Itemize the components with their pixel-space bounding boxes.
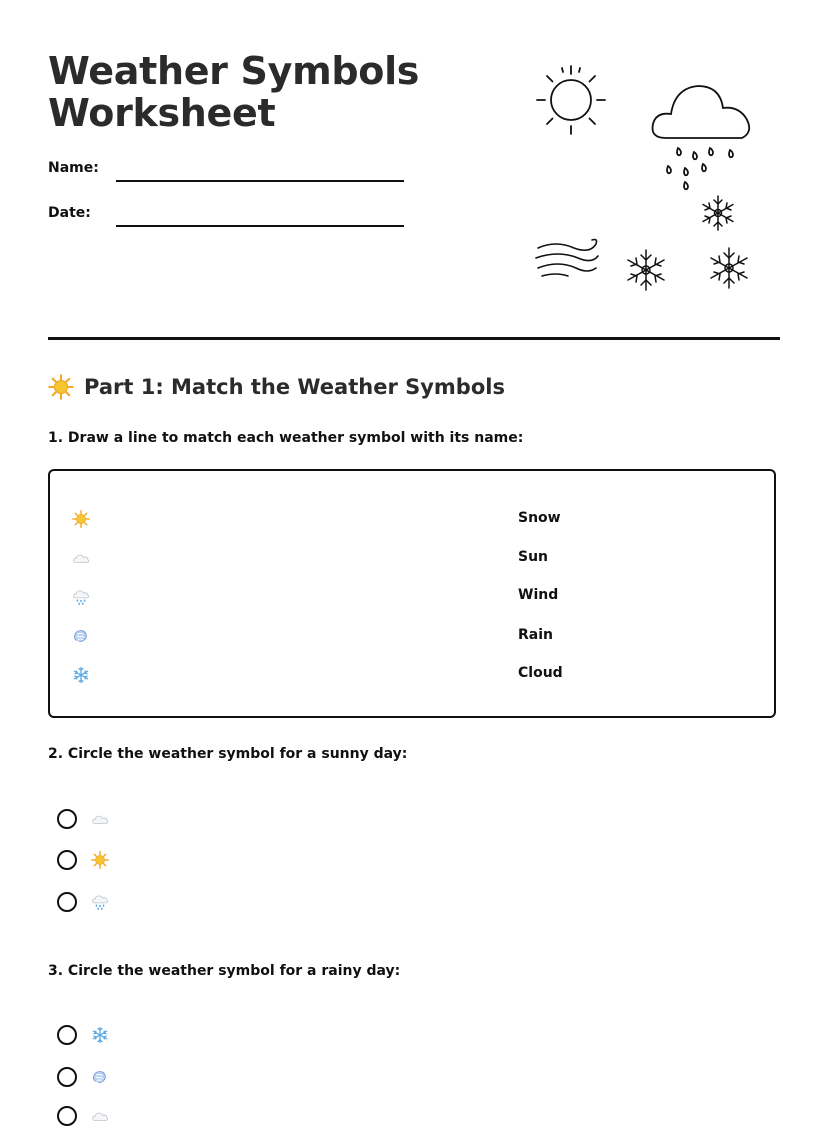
match-name-cloud[interactable]: Cloud	[518, 665, 563, 681]
q3-option-cloud[interactable]	[57, 1104, 109, 1128]
name-field[interactable]	[116, 180, 404, 182]
wind-icon	[91, 1068, 109, 1086]
sun-icon	[48, 374, 74, 400]
q2-option-sun[interactable]	[57, 848, 109, 872]
radio-circle[interactable]	[57, 1106, 77, 1126]
snowflake-icon	[91, 1026, 109, 1044]
cloud-icon	[91, 810, 109, 828]
part1-heading	[48, 374, 505, 400]
cloud-rain-icon[interactable]	[72, 588, 90, 606]
q3-option-snow[interactable]	[57, 1023, 109, 1047]
radio-circle[interactable]	[57, 850, 77, 870]
section-divider	[48, 337, 780, 340]
snowflake-icon	[703, 196, 733, 230]
sun-icon	[91, 851, 109, 869]
match-name-snow[interactable]: Snow	[518, 510, 561, 526]
sun-icon	[537, 66, 605, 134]
part1-title: Part 1: Match the Weather Symbols	[84, 375, 505, 399]
page-title: Weather Symbols Worksheet	[48, 49, 420, 135]
snowflake-icon[interactable]	[72, 666, 90, 684]
question-1: 1. Draw a line to match each weather symbol with its name:	[48, 430, 524, 446]
q3-option-wind[interactable]	[57, 1065, 109, 1089]
match-name-wind[interactable]: Wind	[518, 587, 559, 603]
radio-circle[interactable]	[57, 809, 77, 829]
date-field[interactable]	[116, 225, 404, 227]
cloud-rain-icon	[91, 893, 109, 911]
cloud-icon	[91, 1107, 109, 1125]
radio-circle[interactable]	[57, 1067, 77, 1087]
q2-option-cloud[interactable]	[57, 807, 109, 831]
sun-icon[interactable]	[72, 510, 90, 528]
match-name-sun[interactable]: Sun	[518, 549, 549, 565]
cloud-icon[interactable]	[72, 549, 90, 567]
weather-illustration	[532, 62, 762, 302]
q2-option-rain[interactable]	[57, 890, 109, 914]
snowflake-icon	[628, 250, 664, 290]
radio-circle[interactable]	[57, 892, 77, 912]
wind-icon[interactable]	[72, 627, 90, 645]
match-name-rain[interactable]: Rain	[518, 627, 553, 643]
snowflake-icon	[711, 248, 747, 288]
name-label: Name:	[48, 160, 99, 176]
date-label: Date:	[48, 205, 91, 221]
wind-icon	[536, 240, 598, 277]
match-box	[48, 469, 776, 718]
question-3: 3. Circle the weather symbol for a rainy day:	[48, 963, 401, 979]
question-2: 2. Circle the weather symbol for a sunny day:	[48, 746, 408, 762]
cloud-rain-icon	[653, 86, 750, 189]
radio-circle[interactable]	[57, 1025, 77, 1045]
